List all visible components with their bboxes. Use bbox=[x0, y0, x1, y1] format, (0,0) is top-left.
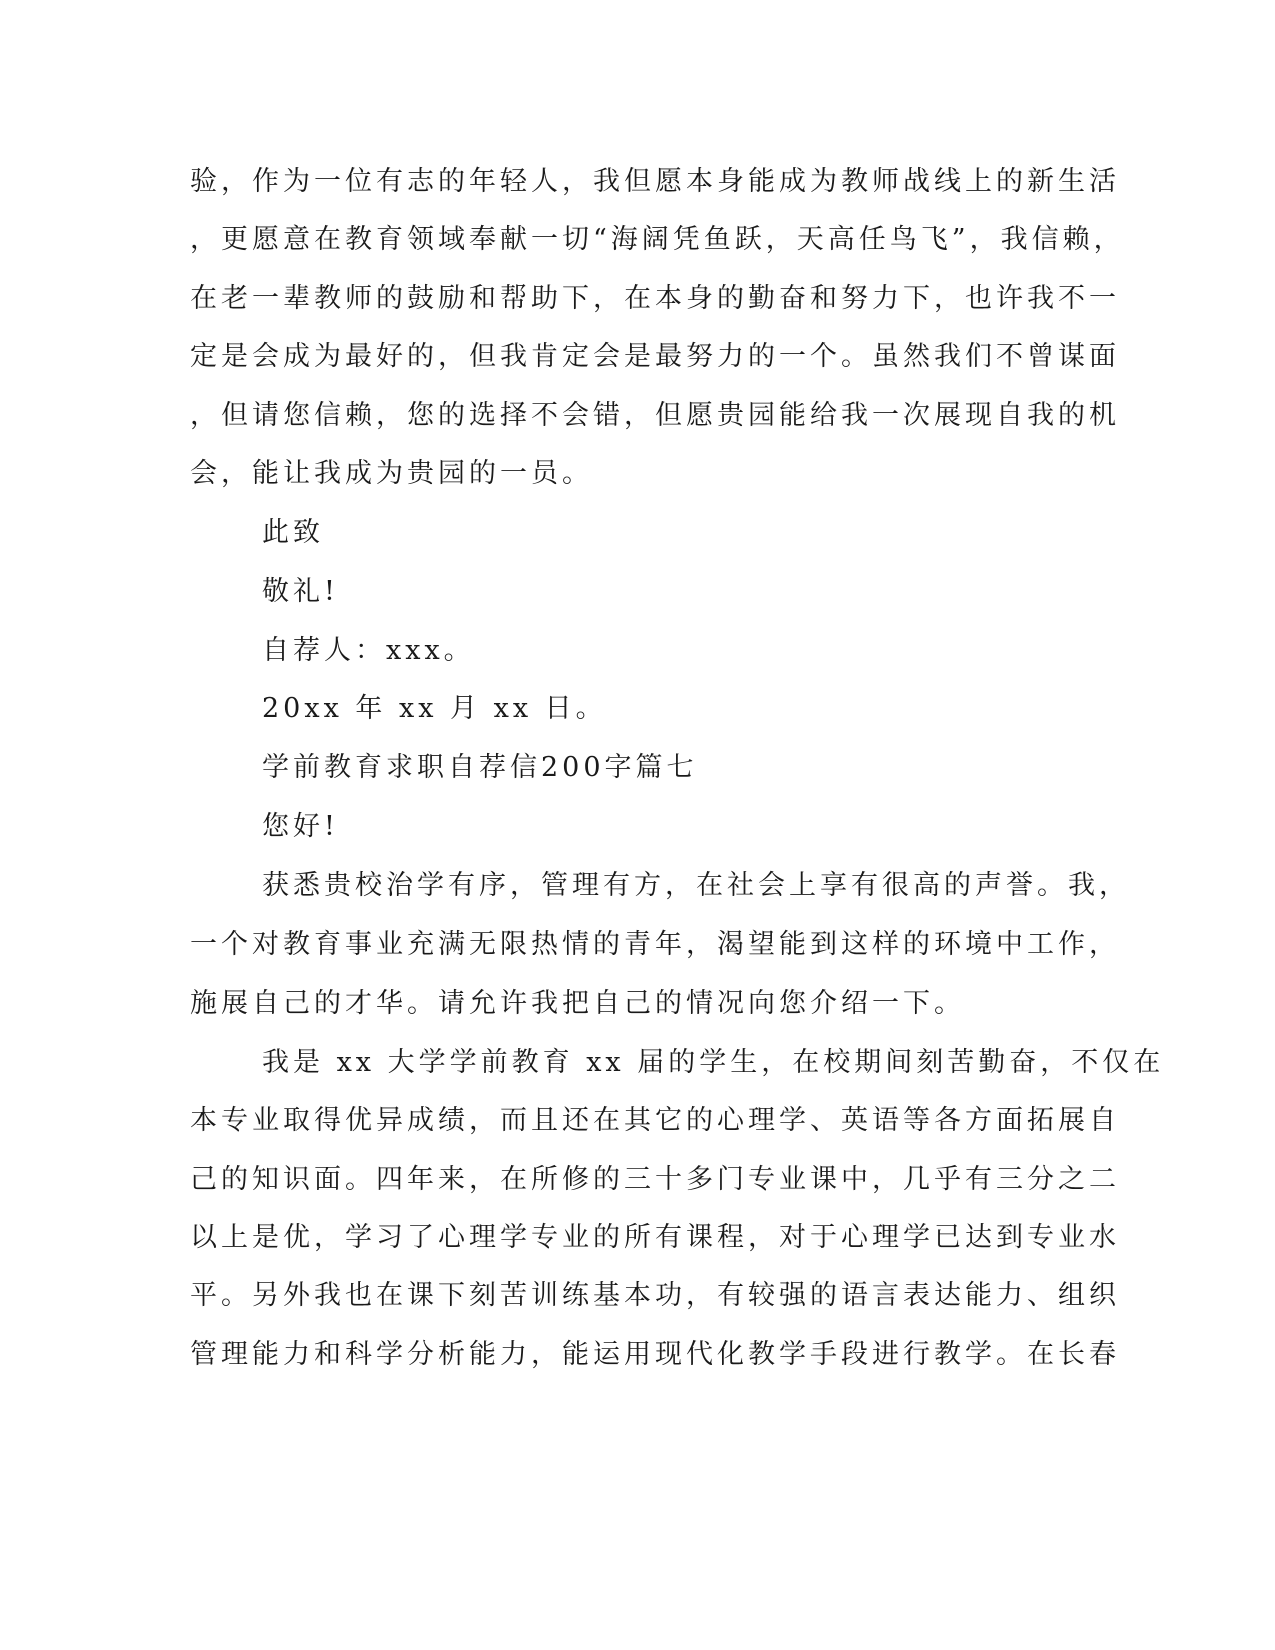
paragraph-line: 验，作为一位有志的年轻人，我但愿本身能成为教师战线上的新生活 bbox=[190, 166, 1120, 197]
closing-regards: 敬礼! bbox=[262, 576, 339, 607]
date-line: 20xx 年 xx 月 xx 日。 bbox=[262, 693, 607, 724]
closing-salutation: 此致 bbox=[262, 517, 324, 548]
paragraph-line: 施展自己的才华。请允许我把自己的情况向您介绍一下。 bbox=[190, 988, 965, 1019]
paragraph-line: 管理能力和科学分析能力，能运用现代化教学手段进行教学。在长春 bbox=[190, 1339, 1120, 1370]
paragraph-line: 定是会成为最好的，但我肯定会是最努力的一个。虽然我们不曾谋面 bbox=[190, 341, 1120, 372]
paragraph-line: 我是 xx 大学学前教育 xx 届的学生，在校期间刻苦勤奋，不仅在 bbox=[262, 1047, 1165, 1078]
paragraph-line: 平。另外我也在课下刻苦训练基本功，有较强的语言表达能力、组织 bbox=[190, 1280, 1120, 1311]
paragraph-line: ，更愿意在教育领域奉献一切“海阔凭鱼跃，天高任鸟飞”，我信赖， bbox=[190, 224, 1125, 255]
paragraph-line: 会，能让我成为贵园的一员。 bbox=[190, 458, 593, 489]
paragraph-line: 一个对教育事业充满无限热情的青年，渴望能到这样的环境中工作， bbox=[190, 929, 1120, 960]
paragraph-line: 获悉贵校治学有序，管理有方，在社会上享有很高的声誉。我， bbox=[262, 870, 1130, 901]
paragraph-line: 本专业取得优异成绩，而且还在其它的心理学、英语等各方面拓展自 bbox=[190, 1105, 1120, 1136]
paragraph-line: 在老一辈教师的鼓励和帮助下，在本身的勤奋和努力下，也许我不一 bbox=[190, 283, 1120, 314]
greeting: 您好! bbox=[262, 811, 339, 842]
paragraph-line: ，但请您信赖，您的选择不会错，但愿贵园能给我一次展现自我的机 bbox=[190, 400, 1120, 431]
signer-line: 自荐人：xxx。 bbox=[262, 635, 475, 666]
section-title: 学前教育求职自荐信200字篇七 bbox=[262, 752, 698, 783]
paragraph-line: 以上是优，学习了心理学专业的所有课程，对于心理学已达到专业水 bbox=[190, 1222, 1120, 1253]
paragraph-line: 己的知识面。四年来，在所修的三十多门专业课中，几乎有三分之二 bbox=[190, 1164, 1120, 1195]
